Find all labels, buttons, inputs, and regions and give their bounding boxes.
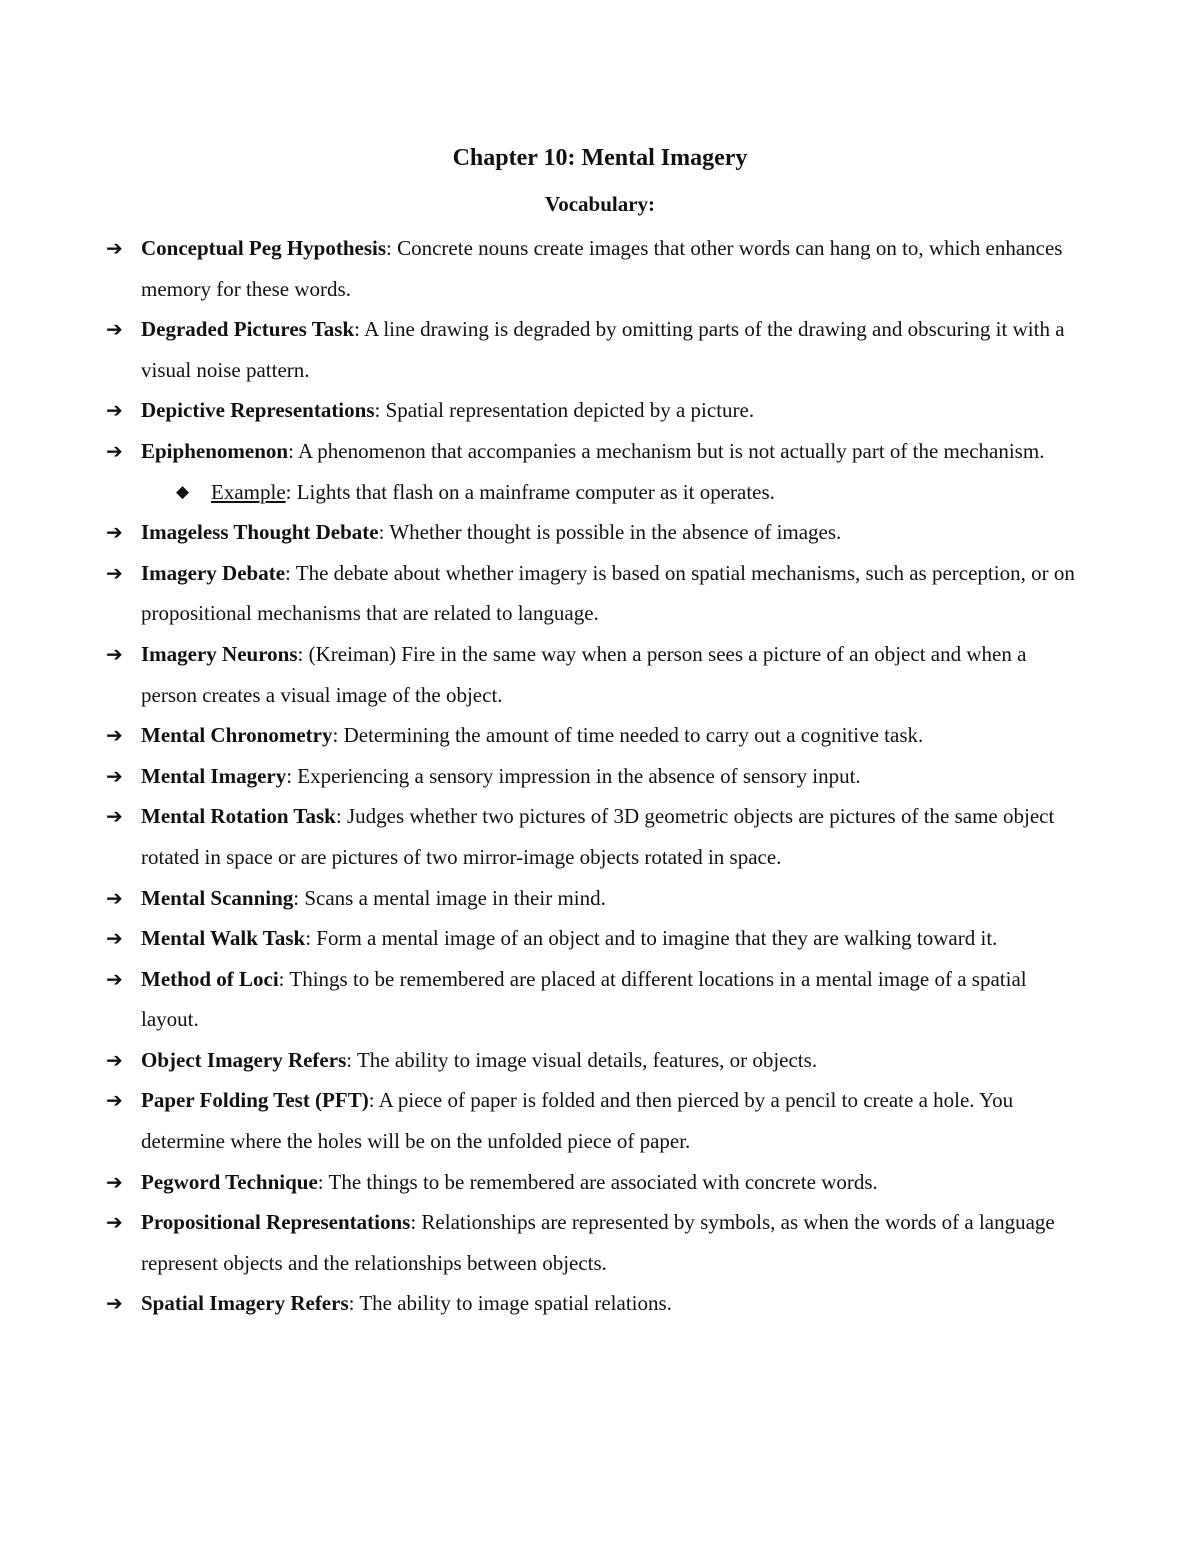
vocab-entry <box>0 512 1200 553</box>
vocab-definition: : The ability to image spatial relations. <box>348 1291 672 1316</box>
vocab-definition: : The debate about whether imagery is based on spatial mechanisms, such as perception, or on propositional mechanisms that are related to language. <box>141 560 1075 626</box>
vocab-entry <box>0 228 1200 309</box>
diamond-bullet-icon: ◆ <box>176 481 190 502</box>
vocab-definition: : (Kreiman) Fire in the same way when a person sees a picture of an object and when a person creates a visual image of the object. <box>141 641 1027 707</box>
vocabulary-list <box>0 228 1200 1324</box>
vocab-definition: : A line drawing is degraded by omitting parts of the drawing and obscuring it with a visual noise pattern. <box>141 317 1065 382</box>
vocab-definition: : A piece of paper is folded and then pierced by a pencil to create a hole. You determine where the holes will be on the unfolded piece of paper. <box>141 1088 1014 1154</box>
vocab-entry <box>0 1080 1200 1161</box>
arrow-bullet-icon: ➔ <box>106 438 123 463</box>
arrow-bullet-icon: ➔ <box>106 641 123 666</box>
vocab-term: Mental Rotation Task <box>141 804 336 829</box>
vocab-definition: : Things to be remembered are placed at different locations in a mental image of a spatial layout. <box>141 966 1027 1032</box>
vocab-entry <box>0 309 1200 390</box>
arrow-bullet-icon: ➔ <box>106 885 123 910</box>
vocab-term: Method of Loci <box>141 966 279 991</box>
vocab-term: Pegword Technique <box>141 1169 318 1194</box>
vocab-term: Epiphenomenon <box>141 438 289 463</box>
vocab-definition: : A phenomenon that accompanies a mechanism but is not actually part of the mechanism. <box>288 438 1045 463</box>
vocab-entry <box>0 431 1200 472</box>
arrow-bullet-icon: ➔ <box>106 926 123 951</box>
vocab-entry <box>0 1040 1200 1081</box>
vocab-entry <box>0 756 1200 797</box>
vocab-entry <box>0 878 1200 919</box>
vocab-entry <box>0 1162 1200 1203</box>
vocab-term: Object Imagery Refers <box>141 1047 347 1072</box>
vocab-entry <box>0 715 1200 756</box>
vocab-term: Propositional Representations <box>141 1210 411 1235</box>
vocab-term: Spatial Imagery Refers <box>141 1291 349 1316</box>
vocab-term: Degraded Pictures Task <box>141 317 355 342</box>
vocab-definition: : Judges whether two pictures of 3D geometric objects are pictures of the same object rotated in space or are pictures of two mirror-image objects rotated in space. <box>141 804 1055 869</box>
vocab-definition: : Relationships are represented by symbols, as when the words of a language represent objects and the relationships between objects. <box>141 1210 1055 1275</box>
vocab-definition: : Spatial representation depicted by a picture. <box>374 398 755 423</box>
vocab-entry <box>0 553 1200 634</box>
arrow-bullet-icon: ➔ <box>106 1291 123 1316</box>
arrow-bullet-icon: ➔ <box>106 804 123 829</box>
vocab-term: Mental Chronometry <box>141 723 333 748</box>
vocab-term: Paper Folding Test (PFT) <box>141 1088 369 1113</box>
vocab-entry <box>0 1202 1200 1283</box>
vocab-term: Imageless Thought Debate <box>141 520 379 545</box>
vocab-definition: : The ability to image visual details, features, or objects. <box>346 1047 818 1072</box>
vocab-entry <box>0 634 1200 715</box>
vocab-entry <box>0 959 1200 1040</box>
arrow-bullet-icon: ➔ <box>106 520 123 545</box>
vocab-entry <box>0 390 1200 431</box>
vocab-definition: : Whether thought is possible in the absence of images. <box>378 520 842 545</box>
vocab-entry <box>0 796 1200 877</box>
arrow-bullet-icon: ➔ <box>106 317 123 342</box>
arrow-bullet-icon: ➔ <box>106 1088 123 1113</box>
section-subtitle: Vocabulary: <box>544 192 656 216</box>
example-label: Example <box>211 479 286 504</box>
vocab-term: Mental Imagery <box>141 763 287 788</box>
vocab-term: Mental Scanning <box>141 885 294 910</box>
vocab-definition: : Experiencing a sensory impression in the absence of sensory input. <box>286 763 861 788</box>
vocab-term: Depictive Representations <box>141 398 375 423</box>
vocab-definition: : Form a mental image of an object and to imagine that they are walking toward it. <box>305 926 998 951</box>
vocab-term: Imagery Neurons <box>141 641 298 666</box>
vocab-entry <box>0 918 1200 959</box>
vocab-term: Imagery Debate <box>141 560 286 585</box>
arrow-bullet-icon: ➔ <box>106 1169 123 1194</box>
vocab-term: Mental Walk Task <box>141 926 306 951</box>
arrow-bullet-icon: ➔ <box>106 1047 123 1072</box>
vocab-term: Conceptual Peg Hypothesis <box>141 236 387 260</box>
vocab-definition: : Scans a mental image in their mind. <box>293 885 606 910</box>
arrow-bullet-icon: ➔ <box>106 398 123 423</box>
arrow-bullet-icon: ➔ <box>106 966 123 991</box>
example-text: : Lights that flash on a mainframe computer as it operates. <box>285 479 775 504</box>
arrow-bullet-icon: ➔ <box>106 236 123 260</box>
vocab-entry <box>0 1283 1200 1324</box>
vocab-definition: : Concrete nouns create images that other words can hang on to, which enhances memory for these words. <box>141 236 1063 301</box>
vocab-definition: : Determining the amount of time needed to carry out a cognitive task. <box>332 723 924 748</box>
arrow-bullet-icon: ➔ <box>106 560 123 585</box>
arrow-bullet-icon: ➔ <box>106 763 123 788</box>
vocab-definition: : The things to be remembered are associated with concrete words. <box>317 1169 878 1194</box>
vocab-example <box>0 472 1200 513</box>
page-title: Chapter 10: Mental Imagery <box>452 145 748 171</box>
arrow-bullet-icon: ➔ <box>106 723 123 748</box>
arrow-bullet-icon: ➔ <box>106 1210 123 1235</box>
